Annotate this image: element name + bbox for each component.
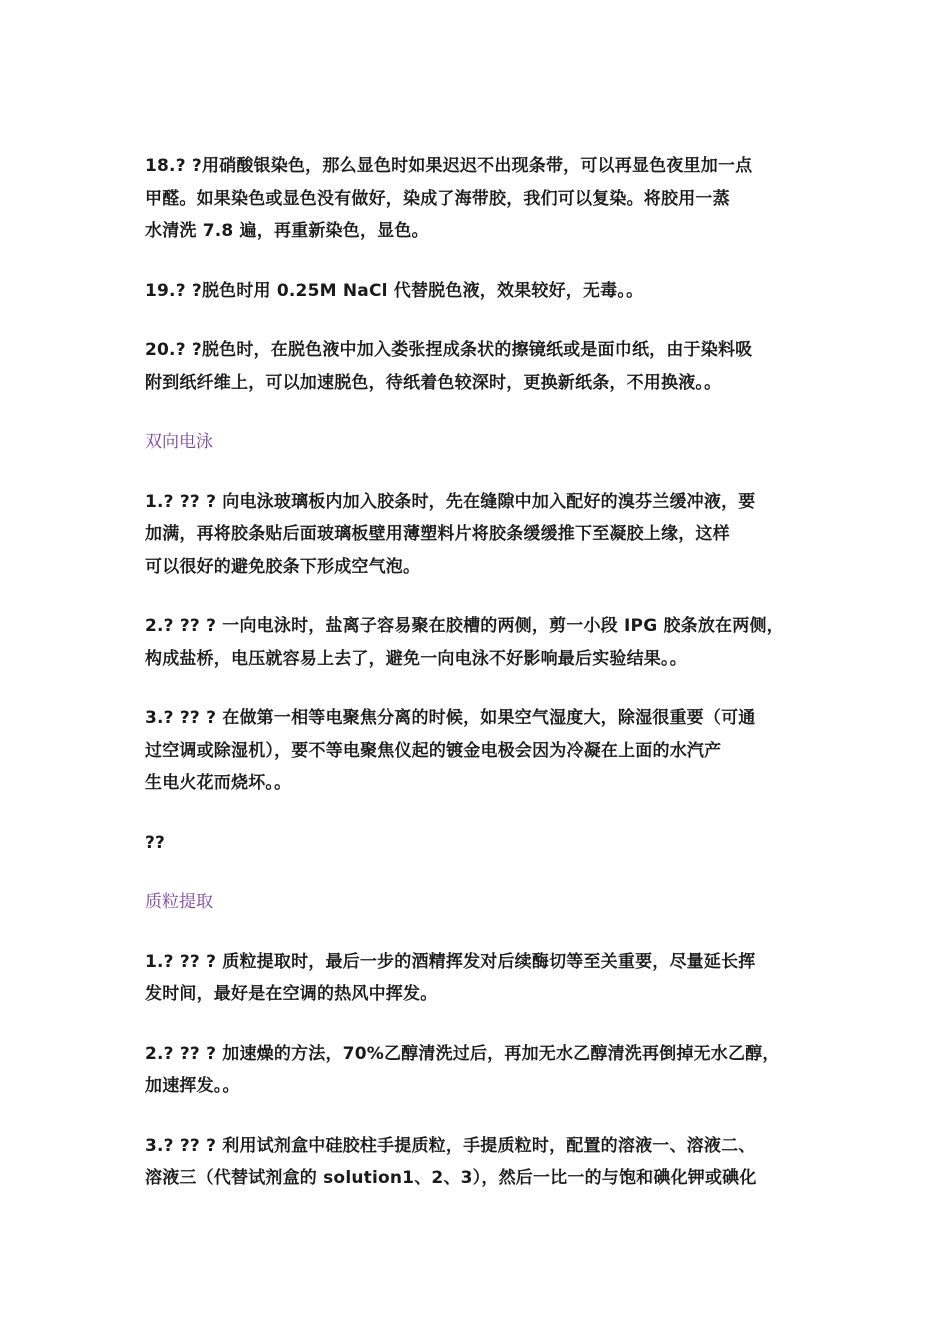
note-paragraph <box>145 610 825 675</box>
document-content <box>145 150 825 1222</box>
text-line: 构成盐桥，电压就容易上去了，避免一向电泳不好影响最后实验结果。。 <box>145 648 687 669</box>
text-line: 生电火花而烧坏。。 <box>145 773 292 793</box>
note-paragraph <box>145 150 825 248</box>
note-paragraph <box>145 1130 825 1195</box>
note-paragraph <box>145 334 825 399</box>
text-line: ?? <box>145 832 166 853</box>
text-line: 可以很好的避免胶条下形成空气泡。 <box>145 556 421 577</box>
note-paragraph <box>145 946 825 1011</box>
text-line: 3.? ?? ? 利用试剂盒中硅胶柱手提质粒，手提质粒时，配置的溶液一、溶液二、 <box>145 1135 756 1156</box>
text-line: 附到纸纤维上，可以加速脱色，待纸着色较深时，更换新纸条，不用换液。。 <box>145 372 722 393</box>
note-paragraph <box>145 702 825 800</box>
text-line: 甲醛。如果染色或显色没有做好，染成了海带胶，我们可以复染。将胶用一蒸 <box>145 188 730 209</box>
text-line: 加速挥发。。 <box>145 1076 240 1096</box>
text-line: 1.? ?? ? 质粒提取时，最后一步的酒精挥发对后续酶切等至关重要，尽量延长挥 <box>145 951 756 972</box>
note-paragraph <box>145 827 825 860</box>
note-paragraph <box>145 275 825 308</box>
text-line: 加满，再将胶条贴后面玻璃板壁用薄塑料片将胶条缓缓推下至凝胶上缘，这样 <box>145 524 730 544</box>
text-line: 19.? ?脱色时用 0.25M NaCl 代替脱色液，效果较好，无毒。。 <box>145 280 644 301</box>
text-line: 发时间，最好是在空调的热风中挥发。 <box>145 984 438 1004</box>
text-line: 2.? ?? ? 一向电泳时，盐离子容易聚在胶槽的两侧，剪一小段 IPG 胶条放在两侧， <box>145 616 784 636</box>
note-paragraph <box>145 1038 825 1103</box>
note-paragraph <box>145 486 825 584</box>
text-line: 20.? ?脱色时，在脱色液中加入娄张捏成条状的擦镜纸或是面巾纸，由于染料吸 <box>145 340 753 360</box>
text-line: 3.? ?? ? 在做第一相等电聚焦分离的时候，如果空气湿度大，除湿很重要（可通 <box>145 708 756 728</box>
section-heading: 质粒提取 <box>145 892 213 912</box>
text-line: 2.? ?? ? 加速燥的方法，70%乙醇清洗过后，再加无水乙醇清洗再倒掉无水乙醇， <box>145 1043 780 1064</box>
section-heading: 双向电泳 <box>145 432 213 452</box>
text-line: 1.? ?? ? 向电泳玻璃板内加入胶条时，先在缝隙中加入配好的溴芬兰缓冲液，要 <box>145 491 756 512</box>
text-line: 水清洗 7.8 遍，再重新染色，显色。 <box>145 221 429 241</box>
text-line: 溶液三（代替试剂盒的 solution1、2、3），然后一比一的与饱和碘化钾或碘化 <box>145 1168 757 1188</box>
text-line: 过空调或除湿机），要不等电聚焦仪起的镀金电极会因为冷凝在上面的水汽产 <box>145 740 722 761</box>
text-line: 18.? ?用硝酸银染色，那么显色时如果迟迟不出现条带，可以再显色夜里加一点 <box>145 156 753 176</box>
